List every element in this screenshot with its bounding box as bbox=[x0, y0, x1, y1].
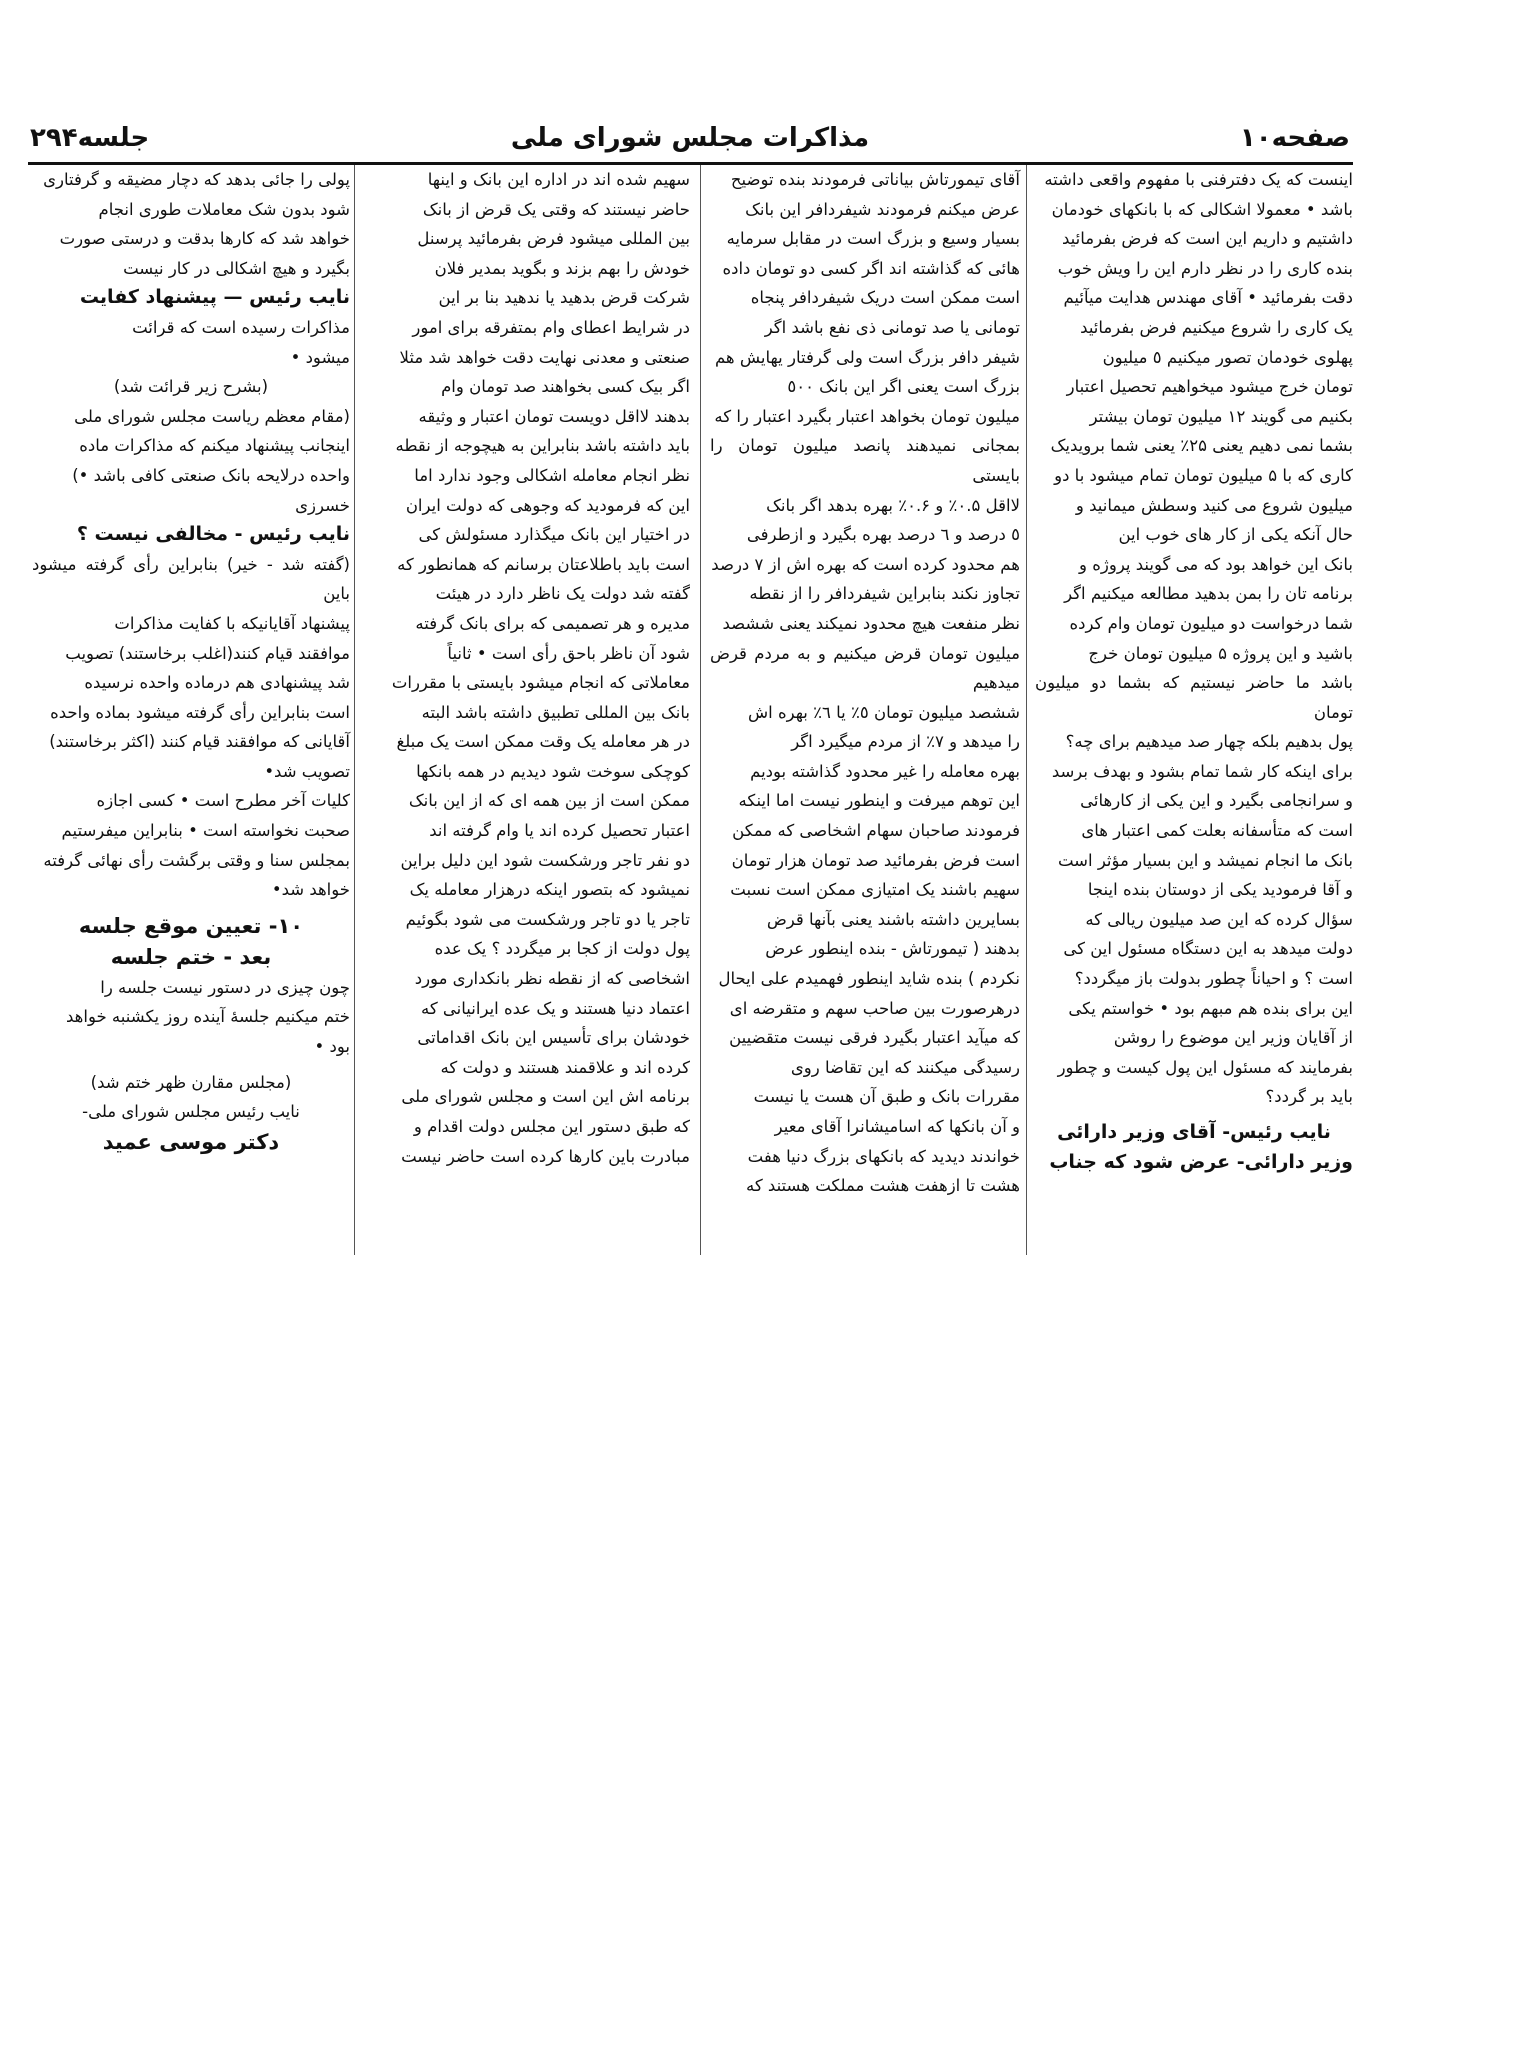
text-line: بمجانی نمیدهند پانصد میلیون تومان را بایستی bbox=[710, 436, 1020, 485]
text-line: نظر انجام معامله اشکالی وجود ندارد اما bbox=[414, 465, 690, 485]
text-line: پیشنهاد آقایانیکه با کفایت مذاکرات bbox=[114, 613, 350, 633]
text-column-4 bbox=[32, 165, 350, 1158]
text-line: شود بدون شک معاملات طوری انجام bbox=[98, 199, 350, 219]
text-line: است باید باطلاعتان برسانم که همانطور که bbox=[397, 554, 690, 574]
speaker-line: نایب رئیس - مخالفی نیست ؟ bbox=[76, 523, 350, 546]
text-line: مذاکرات رسیده است که قرائت bbox=[132, 317, 350, 337]
text-line: خواهد شد• bbox=[271, 880, 350, 900]
text-line: اشخاصی که از نقطه نظر بانکداری مورد bbox=[414, 969, 690, 989]
text-line: شود آن ناظر باحق رأی است • ثانیاً bbox=[447, 643, 690, 663]
text-line: پول بدهیم بلکه چهار صد میدهیم برای چه؟ bbox=[1065, 732, 1353, 752]
column-4-bottom bbox=[32, 973, 350, 1062]
column-4-top bbox=[32, 165, 350, 283]
page-title: مذاکرات مجلس شورای ملی bbox=[510, 123, 870, 153]
text-line: نمیشود که بتصور اینکه درهزار معامله یک bbox=[409, 880, 690, 900]
text-line: بگیرد و هیچ اشکالی در کار نیست bbox=[123, 258, 350, 278]
session-end-note: (مجلس مقارن ظهر ختم شد) bbox=[90, 1072, 292, 1092]
text-line: و آن بانکها که اسامیشانرا آقای معیر bbox=[774, 1117, 1020, 1136]
text-line: باید داشته باشد بنابراین به هیچوجه از نقطه bbox=[395, 436, 690, 456]
text-line: خودشان برای تأسیس این بانک اقداماتی bbox=[417, 1028, 690, 1048]
text-line: صنعتی و معدنی نهایت دقت خواهد شد مثلا bbox=[399, 347, 690, 367]
column-divider bbox=[1026, 165, 1027, 1255]
text-line: نظر منفعت هیچ محدود نمیکند یعنی ششصد bbox=[722, 613, 1020, 633]
text-line: مبادرت باین کارها کرده است حاضر نیست bbox=[401, 1146, 690, 1166]
column-divider bbox=[354, 165, 355, 1255]
text-line: هائی که گذاشته اند اگر کسی دو تومان داده bbox=[722, 258, 1020, 278]
text-line: آقای تیمورتاش بیاناتی فرمودند بنده توضیح bbox=[730, 170, 1020, 189]
text-column-1 bbox=[1035, 165, 1353, 1177]
speaker-line: نایب رئیس- آقای وزیر دارائی bbox=[1057, 1121, 1331, 1143]
text-line: پهلوی خودمان تصور میکنیم ٥ میلیون bbox=[1102, 347, 1353, 367]
text-line: ختم میکنیم جلسهٔ آینده روز یکشنبه خواهد bbox=[66, 1007, 350, 1027]
text-line: اینجانب پیشنهاد میکنم که مذاکرات ماده bbox=[79, 436, 350, 456]
text-line: تاجر یا دو تاجر ورشکست می شود بگوئیم bbox=[405, 909, 690, 929]
text-line: عرض میکنم فرمودند شیفردافر این بانک bbox=[745, 199, 1020, 219]
text-line: تومان خرج میشود میخواهیم تحصیل اعتبار bbox=[1066, 377, 1353, 397]
text-column-2 bbox=[710, 165, 1020, 1201]
column-4-mid1 bbox=[32, 313, 350, 372]
text-line: اینست که یک دفترفنی با مفهوم واقعی داشته bbox=[1044, 170, 1353, 189]
text-line: یک کاری را شروع میکنیم فرض بفرمائید bbox=[1080, 317, 1353, 337]
text-line: اگر بیک کسی بخواهند صد تومان وام bbox=[441, 377, 690, 397]
text-line: ٥ درصد و ٦ درصد بهره بگیرد و ازطرفی bbox=[746, 525, 1020, 545]
text-column-3 bbox=[360, 165, 690, 1171]
text-line: را میدهد و ۷٪ از مردم میگیرد اگر bbox=[791, 732, 1020, 752]
text-line: این که فرمودید که وجوهی که دولت ایران bbox=[405, 495, 690, 515]
text-line: پولی را جائی بدهد که دچار مضیقه و گرفتاری bbox=[43, 170, 350, 189]
text-line: اعتماد دنیا هستند و یک عده ایرانیانی که bbox=[420, 998, 690, 1018]
text-line: صحبت نخواسته است • بنابراین میفرستیم bbox=[61, 821, 350, 841]
text-line: است ممکن است دریک شیفردافر پنجاه bbox=[750, 288, 1020, 308]
text-line: است ؟ و احیاناً چطور بدولت باز میگردد؟ bbox=[1074, 969, 1353, 989]
text-line: چون چیزی در دستور نیست جلسه را bbox=[100, 977, 350, 997]
signature-name: دکتر موسی عمید bbox=[102, 1129, 280, 1154]
text-line: سهیم شده اند در اداره این بانک و اینها bbox=[427, 170, 690, 189]
text-line: باشد ما حاضر نیستیم که بشما دو میلیون تومان bbox=[1035, 673, 1353, 722]
text-line: بکنیم می گویند ۱۲ میلیون تومان بیشتر bbox=[1089, 406, 1353, 426]
column-4-mid2 bbox=[32, 550, 350, 905]
text-line: لااقل ۰.۵٪ و ۰.۶٪ بهره بدهد اگر بانک bbox=[766, 495, 1020, 515]
text-line: شما درخواست دو میلیون تومان وام کرده bbox=[1069, 613, 1353, 633]
text-line: مقررات بانک و طبق آن هست یا نیست bbox=[753, 1087, 1020, 1107]
text-line: بشما نمی دهیم یعنی ۲۵٪ یعنی شما برویدیک bbox=[1050, 436, 1353, 456]
column-3-body bbox=[360, 165, 690, 1171]
text-line: و آقا فرمودید یکی از دوستان بنده اینجا bbox=[1087, 880, 1353, 900]
text-line: مدیره و هر تصمیمی که برای بانک گرفته bbox=[415, 613, 690, 633]
text-line: هشت تا ازهفت هشت مملکت هستند که bbox=[745, 1176, 1020, 1196]
speaker-line: وزیر دارائی- عرض شود که جناب bbox=[1049, 1150, 1353, 1173]
text-line: موافقند قیام کنند(اغلب برخاستند) تصویب bbox=[65, 643, 350, 663]
session-number: جلسه۲۹۴ bbox=[30, 123, 150, 153]
text-line: شرکت قرض بدهید یا ندهید بنا بر این bbox=[438, 288, 690, 308]
text-line: بانک ما انجام نمیشد و این بسیار مؤثر است bbox=[1057, 850, 1353, 870]
text-line: بمجلس سنا و وقتی برگشت رأی نهائی گرفته bbox=[43, 850, 350, 870]
text-line: دقت بفرمائید • آقای مهندس هدایت میآئیم bbox=[1063, 288, 1353, 308]
text-line: (گفته شد - خیر) بنابراین رأی گرفته میشود باین bbox=[32, 554, 350, 604]
text-line: بود • bbox=[314, 1037, 350, 1057]
text-line: کاری که با ۵ میلیون تومان تمام میشود با دو bbox=[1054, 465, 1353, 485]
text-line: حاضر نیستند که وقتی یک قرض از بانک bbox=[422, 199, 690, 219]
text-line: آقایانی که موافقند قیام کنند (اکثر برخاستند) bbox=[49, 732, 350, 752]
text-line: خواهد شد که کارها بدقت و درستی صورت bbox=[59, 229, 350, 249]
text-line: رسیدگی میکنند که این تقاضا روی bbox=[790, 1057, 1020, 1077]
text-line: این برای بنده هم مبهم بود • خواستم یکی bbox=[1068, 998, 1353, 1018]
text-line: گفته شد دولت یک ناظر دارد در هیئت bbox=[435, 584, 690, 604]
text-line: خواندند دیدید که بانکهای بزرگ دنیا هفت bbox=[747, 1146, 1020, 1166]
text-line: ممکن است از بین همه ای که از این بانک bbox=[408, 791, 690, 811]
text-line: درهرصورت بین صاحب سهم و متقرضه ای bbox=[729, 998, 1020, 1018]
text-line: داشتیم و داریم این است که فرض بفرمائید bbox=[1062, 229, 1353, 249]
text-line: بنده کاری را در نظر دارم این را ویش خوب bbox=[1057, 258, 1353, 278]
text-line: تصویب شد• bbox=[264, 761, 350, 781]
text-line: میلیون شروع می کنید وسطش میمانید و bbox=[1075, 495, 1353, 515]
section-heading: بعد - ختم جلسه bbox=[110, 944, 272, 969]
text-line: ششصد میلیون تومان ٥٪ یا ٦٪ بهره اش bbox=[747, 702, 1020, 722]
text-line: شد پیشنهادی هم درماده واحده نرسیده bbox=[84, 673, 350, 693]
speaker-line: نایب رئیس — پیشنهاد کفایت bbox=[79, 286, 350, 309]
text-line: واحده درلایحه بانک صنعتی کافی باشد •) bbox=[72, 465, 350, 485]
text-line: برنامه تان را بمن بدهید مطالعه میکنیم اگر bbox=[1064, 584, 1353, 604]
text-line: و سرانجامی بگیرد و این یکی از کارهائی bbox=[1080, 791, 1353, 811]
text-line: فرمودند صاحبان سهام اشخاصی که ممکن bbox=[732, 821, 1020, 841]
text-line: اعتبار تحصیل کرده اند یا وام گرفته اند bbox=[429, 821, 690, 841]
text-line: معاملاتی که انجام میشود بایستی با مقررات bbox=[391, 673, 690, 693]
text-line: سؤال کرده که این صد میلیون ریالی که bbox=[1085, 909, 1353, 929]
text-line: باید بر گردد؟ bbox=[1265, 1087, 1353, 1107]
page-number: صفحه۱۰ bbox=[1239, 123, 1350, 153]
text-line: که طبق دستور این مجلس دولت اقدام و bbox=[413, 1117, 690, 1136]
text-line: است که متأسفانه بعلت کمی اعتبار های bbox=[1081, 821, 1353, 841]
text-line: بسیار وسیع و بزرگ است در مقابل سرمایه bbox=[726, 229, 1020, 249]
section-heading: ۱۰- تعیین موقع جلسه bbox=[78, 913, 304, 938]
text-line: هم محدود کرده است که بهره اش از ۷ درصد bbox=[711, 554, 1020, 574]
column-2-body bbox=[710, 165, 1020, 1201]
text-line: از آقایان وزیر این موضوع را روشن bbox=[1113, 1028, 1353, 1048]
text-line: دولت میدهد به این دستگاه مسئول این کی bbox=[1063, 939, 1353, 959]
text-line: کرده اند و علاقمند هستند و دولت که bbox=[440, 1057, 690, 1077]
text-line: نکردم ) بنده شاید اینطور فهمیدم علی ایحال bbox=[718, 969, 1020, 989]
text-line: میشود • bbox=[290, 347, 350, 367]
text-line: که میآید اعتبار بگیرد فرقی نیست متقضیین bbox=[729, 1028, 1020, 1048]
proposal-letter bbox=[32, 402, 350, 520]
text-line: تومانی یا صد تومانی ذی نفع باشد اگر bbox=[764, 317, 1020, 337]
text-line: کلیات آخر مطرح است • کسی اجازه bbox=[96, 791, 350, 811]
text-line: (مقام معظم ریاست مجلس شورای ملی bbox=[74, 406, 350, 426]
text-line: بزرگ است یعنی اگر این بانک ٥٠٠ bbox=[787, 377, 1020, 397]
text-line: دو نفر تاجر ورشکست شود این دلیل براین bbox=[400, 850, 690, 870]
text-line: حال آنکه یکی از کار های خوب این bbox=[1118, 525, 1353, 545]
text-line: در هر معامله یک وقت ممکن است یک مبلغ bbox=[396, 732, 690, 752]
text-line: بانک این خواهد بود که می گویند پروژه و bbox=[1079, 554, 1353, 574]
text-line: باشد • معمولا اشکالی که با بانکهای خودمان bbox=[1051, 199, 1353, 219]
text-line: در شرایط اعطای وام بمتفرقه برای امور bbox=[412, 317, 690, 337]
signature-title: نایب رئیس مجلس شورای ملی- bbox=[82, 1102, 300, 1122]
text-line: میلیون تومان بخواهد اعتبار بگیرد اعتبار را که bbox=[714, 406, 1020, 426]
text-line: بهره معامله را غیر محدود گذاشته بودیم bbox=[750, 761, 1020, 781]
text-line: خسرزی bbox=[295, 495, 350, 515]
text-line: این توهم میرفت و اینطور نیست اما اینکه bbox=[738, 791, 1020, 811]
text-line: پول دولت از کجا بر میگردد ؟ یک عده bbox=[434, 939, 690, 959]
page-header bbox=[30, 118, 1350, 158]
reading-note: (بشرح زیر قرائت شد) bbox=[113, 377, 269, 397]
text-line: بسایرین داشته باشند یعنی بآنها قرض bbox=[766, 909, 1020, 929]
column-1-body bbox=[1035, 165, 1353, 1112]
text-line: برای اینکه کار شما تمام بشود و بهدف برسد bbox=[1051, 761, 1353, 781]
text-line: کوچکی سوخت شود دیدیم در همه بانکها bbox=[416, 761, 690, 781]
text-line: شیفر دافر بزرگ است ولی گرفتار یهایش هم bbox=[714, 347, 1020, 367]
text-line: باشید و این پروژه ۵ میلیون تومان خرج bbox=[1088, 643, 1353, 663]
text-line: است بنابراین رأی گرفته میشود بماده واحده bbox=[50, 702, 350, 722]
text-line: بدهند لااقل دویست تومان اعتبار و وثیقه bbox=[418, 406, 690, 426]
text-line: برنامه اش این است و مجلس شورای ملی bbox=[401, 1087, 690, 1107]
text-line: خودش را بهم بزند و بگوید بمدیر فلان bbox=[434, 258, 690, 278]
text-line: میلیون تومان قرض میکنیم و به مردم قرض میدهیم bbox=[710, 643, 1020, 693]
column-divider bbox=[700, 165, 701, 1255]
text-line: تجاوز نکند بنابراین شیفردافر را از نقطه bbox=[749, 584, 1020, 604]
text-line: بین المللی میشود فرض بفرمائید پرسنل bbox=[417, 229, 690, 249]
text-line: بانک بین المللی تطبیق داشته باشد البته bbox=[421, 702, 690, 722]
text-line: است فرض بفرمائید صد تومان هزار تومان bbox=[731, 850, 1020, 870]
text-line: در اختیار این بانک میگذارد مسئولش کی bbox=[418, 525, 690, 545]
text-line: سهیم باشند یک امتیازی ممکن است نسبت bbox=[730, 880, 1020, 900]
text-line: بدهند ( تیمورتاش - بنده اینطور عرض bbox=[765, 939, 1020, 959]
text-line: بفرمایند که مسئول این پول کیست و چطور bbox=[1057, 1057, 1353, 1077]
